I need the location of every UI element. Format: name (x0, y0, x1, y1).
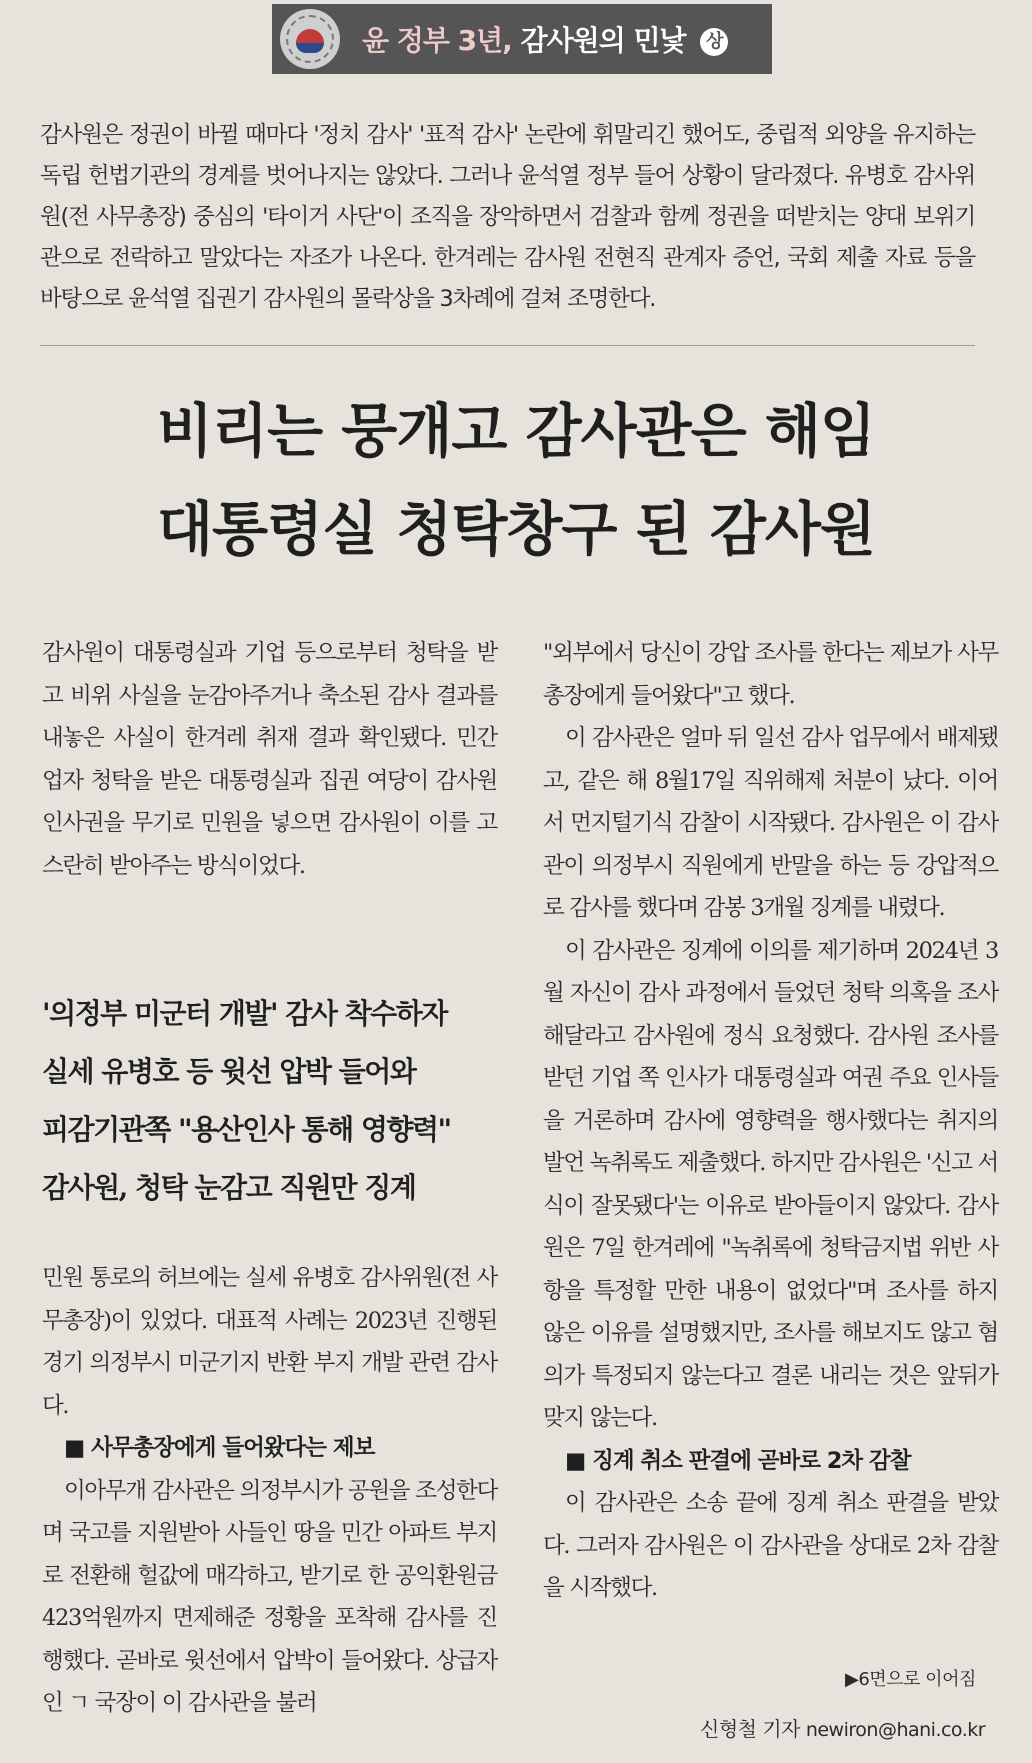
left-paragraph-3: 이아무개 감사관은 의정부시가 공원을 조성한다며 국고를 지원받아 사들인 땅을 민간 아파트 부지로 전환해 헐값에 매각하고, 받기로 한 공익환원금 423억원까지 면제해준 정황을 포착해 감사를 진행했다. 곧바로 윗선에서 압박이 들어왔다. 상급자인 ㄱ 국장이 이 감사관을 불러 (42, 1477, 497, 1716)
left-column-bottom (42, 1257, 497, 1725)
headline-line-2: 대통령실 청탁창구 된 감사원 (157, 495, 875, 563)
series-banner (272, 4, 772, 74)
sub-headline-line: '의정부 미군터 개발' 감사 착수하자 (42, 997, 447, 1030)
right-paragraph-2: 이 감사관은 얼마 뒤 일선 감사 업무에서 배제됐고, 같은 해 8월17일 직위해제 처분이 났다. 이어서 먼지털기식 감찰이 시작됐다. 감사원은 이 감사관이 의정부시 직원에게 반말을 하는 등 강압적으로 감사를 했다며 감봉 3개월 징계를 내렸다. (543, 725, 998, 921)
part-mark: 상 (700, 28, 728, 56)
reporter-email: newiron@hani.co.kr (805, 1719, 986, 1741)
right-paragraph-4: 이 감사관은 소송 끝에 징계 취소 판결을 받았다. 그러자 감사원은 이 감사관을 상대로 2차 감찰을 시작했다. (543, 1490, 998, 1601)
section-heading: ■ 사무총장에게 들어왔다는 제보 (64, 1435, 375, 1461)
lead-paragraph: 감사원은 정권이 바뀔 때마다 '정치 감사' '표적 감사' 논란에 휘말리긴 했어도, 중립적 외양을 유지하는 독립 헌법기관의 경계를 벗어나지는 않았다. 그러나 윤석열 정부 들어 상황이 달라졌다. 유병호 감사위원(전 사무총장) 중심의 '타이거 사단'이 조직을 장악하면서 검찰과 함께 정권을 떠받치는 양대 보위기관으로 전락하고 말았다는 자조가 나온다. 한겨레는 감사원 전현직 관계자 증언, 국회 제출 자료 등을 바탕으로 윤석열 집권기 감사원의 몰락상을 3차례에 걸쳐 조명한다. (40, 122, 975, 312)
right-paragraph-3: 이 감사관은 징계에 이의를 제기하며 2024년 3월 자신이 감사 과정에서 들었던 청탁 의혹을 조사해달라고 감사원에 정식 요청했다. 감사원 조사를 받던 기업 쪽 인사가 대통령실과 여권 주요 인사들을 거론하며 감사에 영향력을 행사했다는 취지의 발언 녹취록도 제출했다. 하지만 감사원은 '신고 서식이 잘못됐다'는 이유로 받아들이지 않았다. 감사원은 7일 한겨레에 "녹취록에 청탁금지법 위반 사항을 특정할 만한 내용이 없었다"며 조사를 하지 않은 이유를 설명했지만, 조사를 해보지도 않고 혐의가 특정되지 않는다고 결론 내리는 것은 앞뒤가 맞지 않는다. (543, 937, 998, 1431)
main-headline (0, 382, 1032, 578)
left-paragraph-2: 민원 통로의 허브에는 실세 유병호 감사위원(전 사무총장)이 있었다. 대표적 사례는 2023년 진행된 경기 의정부시 미군기지 반환 부지 개발 관련 감사다. (42, 1265, 497, 1419)
sub-headline (42, 985, 502, 1217)
left-column-top (42, 632, 497, 887)
headline-line-1: 비리는 뭉개고 감사관은 해임 (157, 397, 875, 465)
reporter-name: 신형철 기자 (700, 1717, 800, 1741)
series-title (362, 19, 728, 59)
right-paragraph-1: "외부에서 당신이 강압 조사를 한다는 제보가 사무총장에게 들어왔다"고 했다. (543, 640, 998, 709)
byline (700, 1713, 985, 1742)
right-column (543, 632, 998, 1610)
continued-note: ▶6면으로 이어짐 (845, 1669, 976, 1690)
sub-headline-line: 감사원, 청탁 눈감고 직원만 징계 (42, 1171, 416, 1204)
seal-logo-icon (280, 9, 340, 69)
sub-headline-line: 피감기관쪽 "용산인사 통해 영향력" (42, 1113, 451, 1146)
section-heading: ■ 징계 취소 판결에 곧바로 2차 감찰 (565, 1447, 911, 1474)
sub-headline-line: 실세 유병호 등 윗선 압박 들어와 (42, 1055, 416, 1088)
divider (40, 345, 975, 346)
series-title-prefix: 윤 정부 3년, (362, 24, 512, 57)
left-paragraph-1: 감사원이 대통령실과 기업 등으로부터 청탁을 받고 비위 사실을 눈감아주거나 축소된 감사 결과를 내놓은 사실이 한겨레 취재 결과 확인됐다. 민간 업자 청탁을 받은 대통령실과 집권 여당이 감사원 인사권을 무기로 민원을 넣으면 감사원이 이를 고스란히 받아주는 방식이었다. (42, 640, 497, 879)
series-title-main: 감사원의 민낯 (520, 24, 686, 57)
